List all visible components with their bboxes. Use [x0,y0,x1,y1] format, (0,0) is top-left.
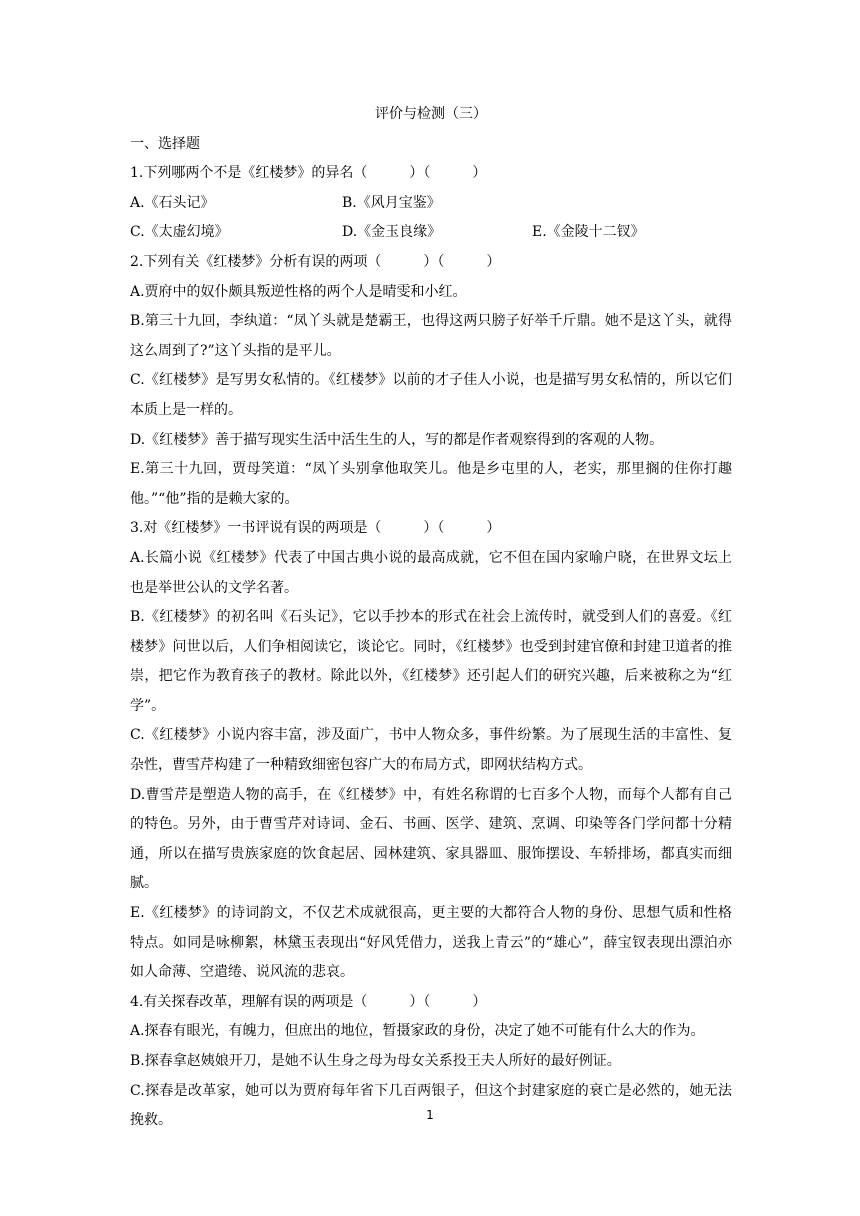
question-4-stem: 4.有关探春改革，理解有误的两项是（ ）（ ） [130,993,487,1010]
q1-option-d: D.《金玉良缘》 [342,224,442,241]
q3-option-e: E.《红楼梦》的诗词韵文，不仅艺术成就很高，更主要的大都符合人物的身份、思想气质和性格特点。如同是咏柳絮，林黛玉表现出“好风凭借力，送我上青云”的“雄心”，薛宝钗表现出漂泊亦如人命薄、空遣绻、说风流的悲哀。 [130,905,732,981]
q3-option-c: C.《红楼梦》小说内容丰富，涉及面广，书中人物众多，事件纷繁。为了展现生活的丰富性、复杂性，曹雪芹构建了一种精致细密包容广大的布局方式，即网状结构方式。 [130,727,732,774]
q2-option-c: C.《红楼梦》是写男女私情的。《红楼梦》以前的才子佳人小说，也是描写男女私情的，所以它们本质上是一样的。 [130,372,732,418]
q2-option-b: B.第三十九回，李纨道：“凤丫头就是楚霸王，也得这两只膀子好举千斤鼎。她不是这丫头，就得这么周到了?”这丫头指的是平儿。 [130,313,732,359]
q3-option-d: D.曹雪芹是塑造人物的高手，在《红楼梦》中，有姓名称谓的七百多个人物，而每个人都有自己的特色。另外，由于曹雪芹对诗词、金石、书画、医学、建筑、烹调、印染等各门学问都十分精通，所以在描写贵族家庭的饮食起居、园林建筑、家具器皿、服饰摆设、车轿排场，都真实而细腻。 [130,786,732,892]
page-number: 1 [426,1108,434,1122]
q3-option-b: B.《红楼梦》的初名叫《石头记》，它以手抄本的形式在社会上流传时，就受到人们的喜爱。《红楼梦》问世以后，人们争相阅读它，谈论它。同时，《红楼梦》也受到封建官僚和封建卫道者的推崇，把它作为教育孩子的教材。除此以外，《红楼梦》还引起人们的研究兴趣，后来被称之为“红学”。 [130,609,732,714]
document-page [130,100,732,1136]
q4-option-a: A.探春有眼光，有魄力，但庶出的地位，暂摄家政的身份，决定了她不可能有什么大的作为。 [130,1023,705,1040]
q4-option-b: B.探春拿赵姨娘开刀，是她不认生身之母为母女关系投王夫人所好的最好例证。 [130,1053,621,1069]
question-3-stem: 3.对《红楼梦》一书评说有误的两项是（ ）（ ） [130,520,501,537]
q2-option-a: A.贾府中的奴仆颇具叛逆性格的两个人是晴雯和小红。 [130,283,467,300]
q1-option-c: C.《太虚幻境》 [130,224,229,241]
q1-option-b: B.《风月宝鉴》 [342,194,441,211]
q1-option-e: E.《金陵十二钗》 [532,224,645,241]
q4-option-c: C.探春是改革家，她可以为贾府每年省下几百两银子，但这个封建家庭的衰亡是必然的，她无法挽救。 [130,1082,732,1129]
question-1-options-row-2 [130,218,732,248]
q2-option-e: E.第三十九回，贾母笑道：“凤丫头别拿他取笑儿。他是乡屯里的人，老实，那里搁的住你打趣他。”“他”指的是赖大家的。 [130,461,732,507]
question-2-stem: 2.下列有关《红楼梦》分析有误的两项（ ）（ ） [130,253,501,270]
question-1-options-row-1 [130,189,732,219]
page-title: 评价与检测（三） [375,106,487,122]
q1-option-a: A.《石头记》 [130,194,215,211]
question-1-stem: 1.下列哪两个不是《红楼梦》的异名（ ）（ ） [130,165,487,182]
q2-option-d: D.《红楼梦》善于描写现实生活中活生生的人，写的都是作者观察得到的客观的人物。 [130,431,664,448]
section-heading: 一、选择题 [130,135,200,152]
q3-option-a: A.长篇小说《红楼梦》代表了中国古典小说的最高成就，它不但在国内家喻户晓，在世界文坛上也是举世公认的文学名著。 [130,549,732,596]
